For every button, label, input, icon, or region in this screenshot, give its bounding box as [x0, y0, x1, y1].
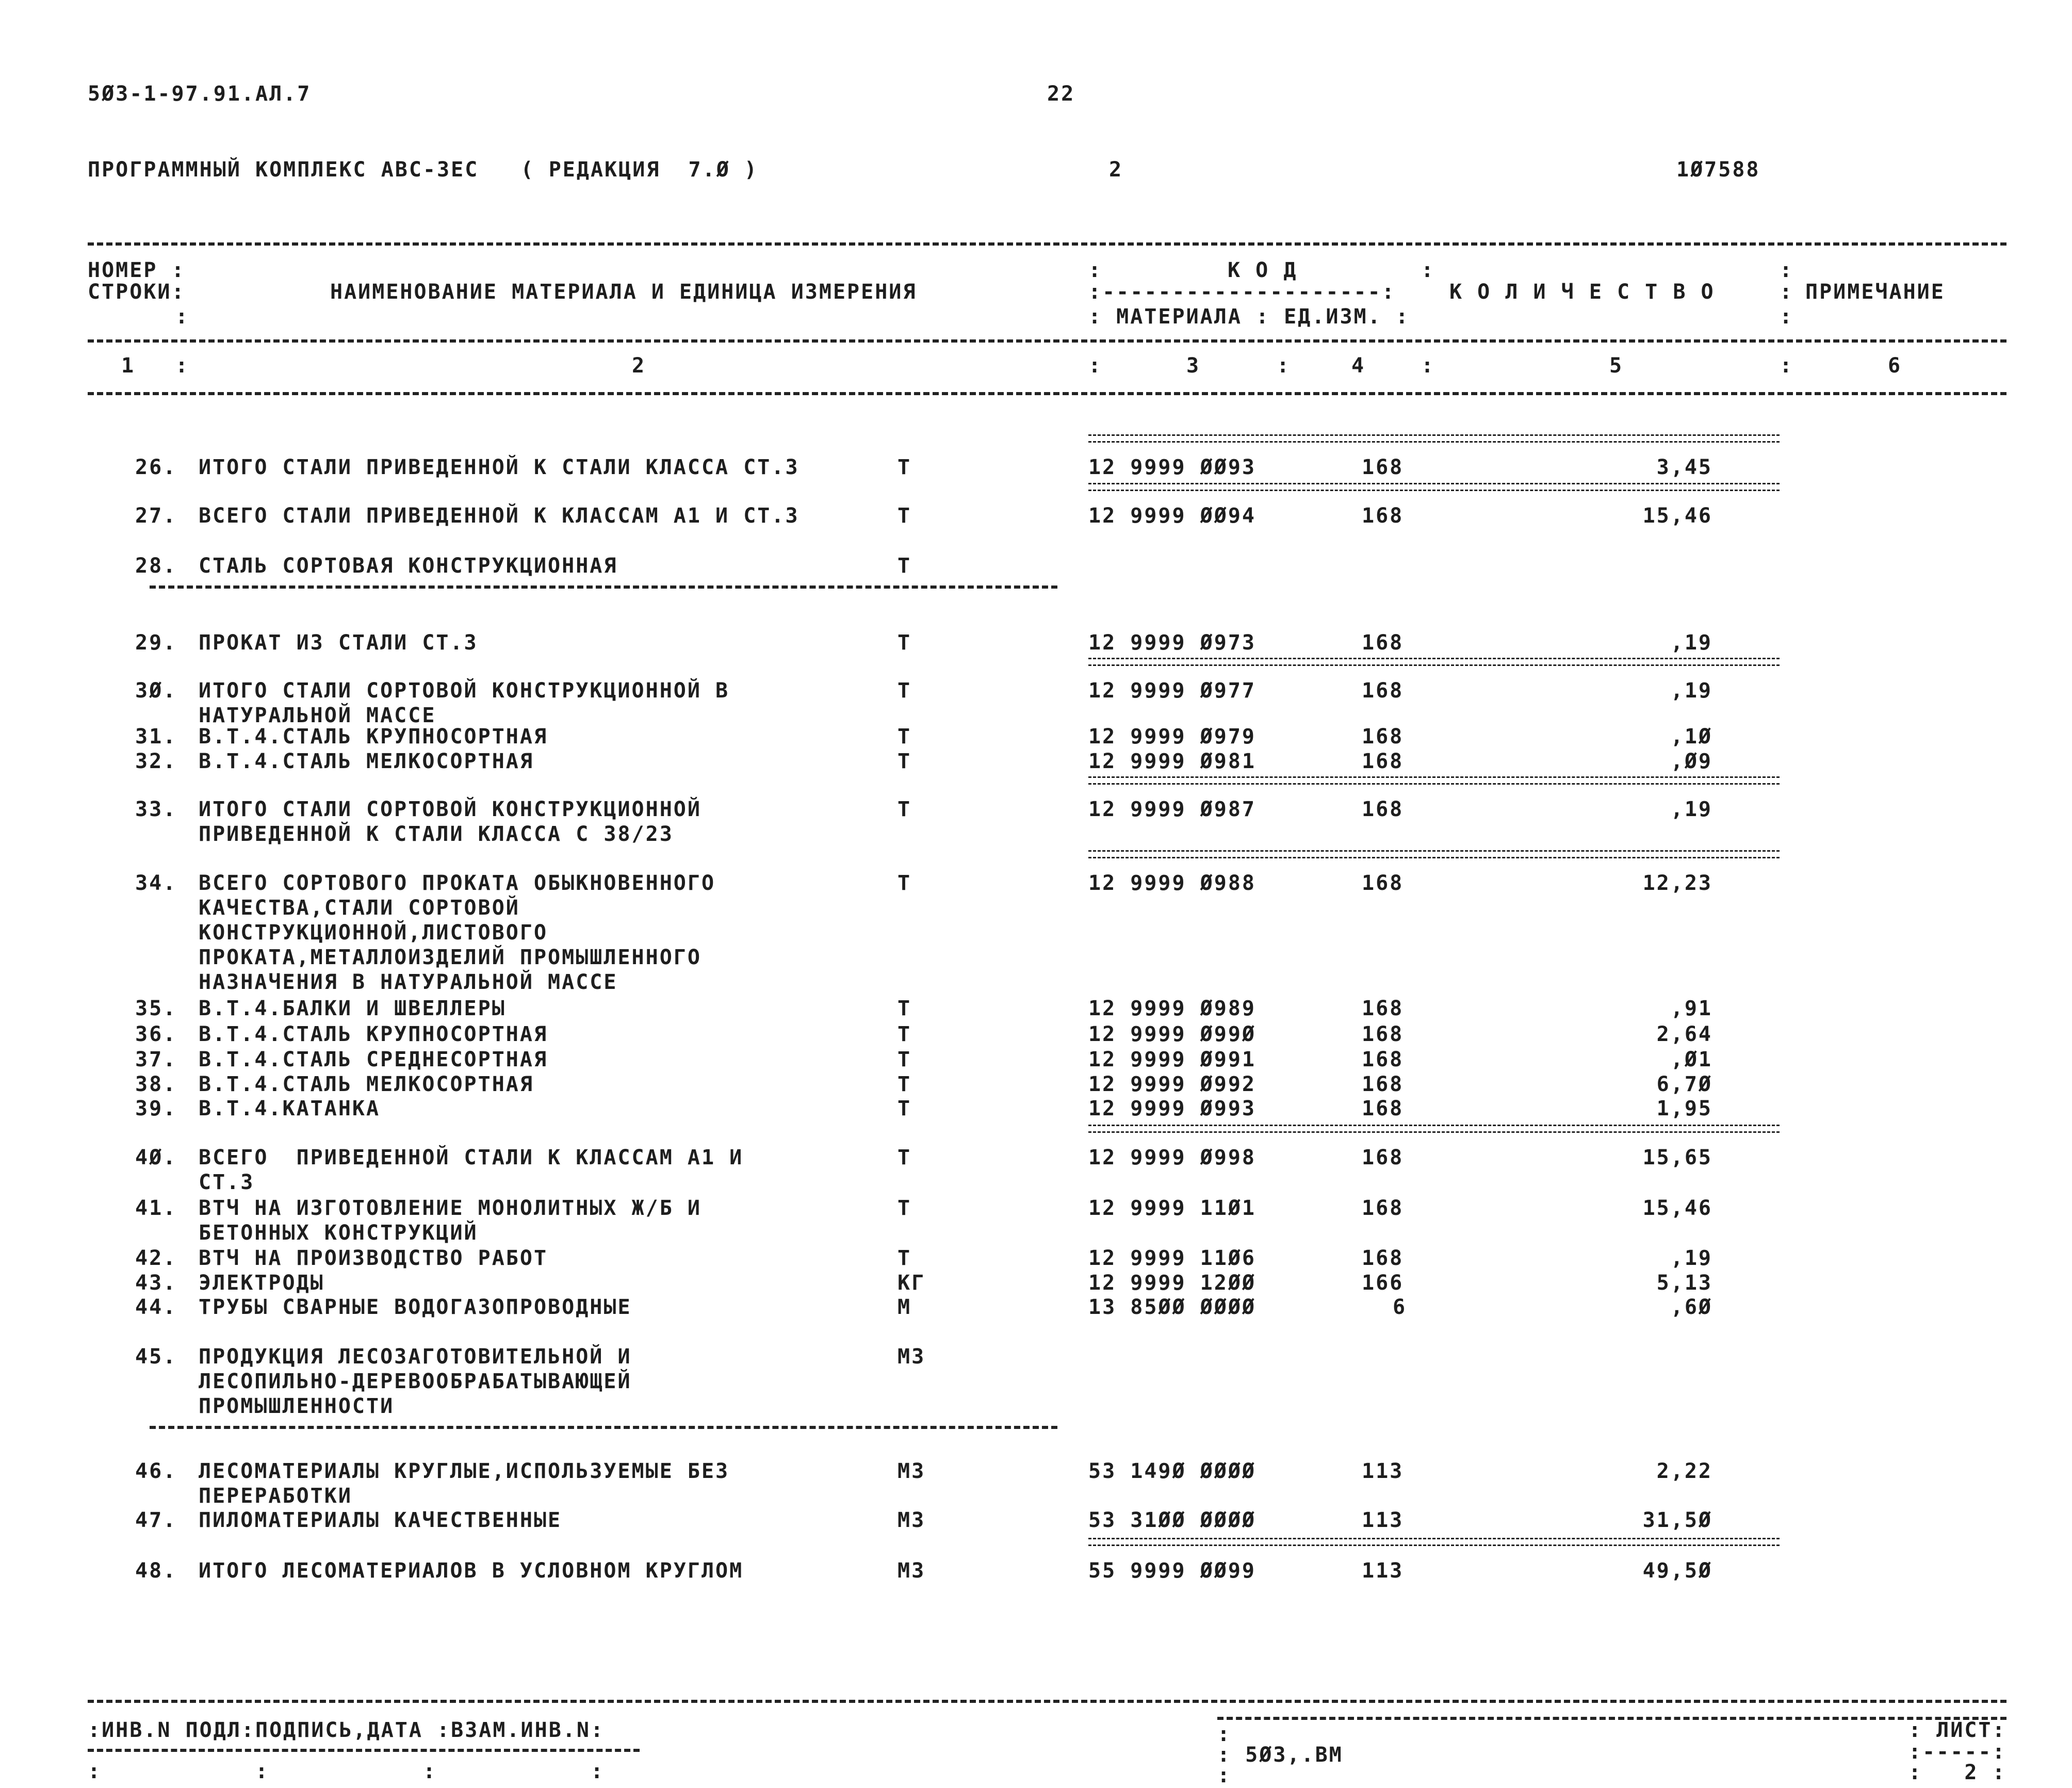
row-number: 28. — [135, 554, 177, 578]
footer-sheet-separator: :-----: — [1908, 1740, 2006, 1764]
footer-document-mark: : 5Ø3,.ВМ — [1217, 1743, 1343, 1767]
row-unit: Т — [898, 1072, 912, 1096]
section-underline — [150, 1426, 1057, 1429]
row-material-code: 12 9999 Ø979 — [1088, 725, 1256, 749]
header-top-rule — [88, 242, 2006, 246]
row-material-name: ВСЕГО ПРИВЕДЕННОЙ СТАЛИ К КЛАССАМ А1 И — [199, 1146, 744, 1169]
row-unit: М3 — [898, 1559, 926, 1583]
row-number: 35. — [135, 997, 177, 1020]
row-number: 32. — [135, 750, 177, 773]
row-material-name: КОНСТРУКЦИОННОЙ,ЛИСТОВОГО — [199, 921, 548, 945]
row-material-name: ПИЛОМАТЕРИАЛЫ КАЧЕСТВЕННЫЕ — [199, 1508, 562, 1532]
row-material-code: 12 9999 ØØ94 — [1088, 504, 1256, 528]
row-unit-code: 166 — [1362, 1271, 1404, 1295]
row-quantity: 49,5Ø — [1642, 1559, 1712, 1583]
footer-blank-cells: : : : : — [88, 1760, 605, 1783]
row-unit: Т — [898, 554, 912, 578]
document-code: 5Ø3-1-97.91.АЛ.7 — [88, 82, 312, 106]
row-unit: М3 — [898, 1508, 926, 1532]
row-unit: Т — [898, 997, 912, 1020]
row-unit-code: 113 — [1362, 1559, 1404, 1583]
row-unit-code: 168 — [1362, 1246, 1404, 1270]
total-double-rule — [1088, 1125, 1780, 1133]
row-unit: Т — [898, 1048, 912, 1071]
col-sep: : — [1277, 354, 1291, 378]
row-material-name: ИТОГО СТАЛИ ПРИВЕДЕННОЙ К СТАЛИ КЛАССА СТ.3 — [199, 456, 800, 479]
row-material-name: ЛЕСОПИЛЬНО-ДЕРЕВООБРАБАТЫВАЮЩЕЙ — [199, 1370, 632, 1393]
row-unit: Т — [898, 798, 912, 821]
row-material-name: ВСЕГО СТАЛИ ПРИВЕДЕННОЙ К КЛАССАМ А1 И СТ.3 — [199, 504, 800, 528]
row-quantity: 3,45 — [1656, 456, 1712, 479]
total-double-rule — [1088, 850, 1780, 858]
row-number: 48. — [135, 1559, 177, 1583]
row-material-name: ВСЕГО СОРТОВОГО ПРОКАТА ОБЫКНОВЕННОГО — [199, 871, 716, 895]
header-qty-colon-a: : — [1780, 258, 1794, 282]
row-quantity: ,1Ø — [1670, 725, 1712, 749]
row-material-code: 12 9999 Ø977 — [1088, 679, 1256, 703]
row-number: 3Ø. — [135, 679, 177, 703]
row-unit: М3 — [898, 1345, 926, 1369]
row-material-name: ИТОГО ЛЕСОМАТЕРИАЛОВ В УСЛОВНОМ КРУГЛОМ — [199, 1559, 744, 1583]
row-material-name: ПРОКАТА,МЕТАЛЛОИЗДЕЛИЙ ПРОМЫШЛЕННОГО — [199, 946, 701, 969]
col-sep: : — [1421, 354, 1435, 378]
row-quantity: ,Ø1 — [1670, 1048, 1712, 1071]
row-quantity: 6,7Ø — [1656, 1072, 1712, 1096]
page-number: 22 — [1047, 82, 1075, 106]
row-unit-code: 168 — [1362, 750, 1404, 773]
row-material-name: ПРИВЕДЕННОЙ К СТАЛИ КЛАССА С 38/23 — [199, 822, 674, 846]
row-unit: Т — [898, 1196, 912, 1220]
row-unit-code: 113 — [1362, 1508, 1404, 1532]
row-unit-code: 168 — [1362, 997, 1404, 1020]
header-note: ПРИМЕЧАНИЕ — [1805, 280, 1945, 304]
row-number: 43. — [135, 1271, 177, 1295]
header-name: НАИМЕНОВАНИЕ МАТЕРИАЛА И ЕДИНИЦА ИЗМЕРЕНИЯ — [330, 280, 917, 304]
footer-stamp-rule — [1217, 1717, 2006, 1720]
col-number-6: 6 — [1888, 354, 1902, 378]
row-material-name: ВТЧ НА ИЗГОТОВЛЕНИЕ МОНОЛИТНЫХ Ж/Б И — [199, 1196, 701, 1220]
header-row-no-1: НОМЕР : — [88, 258, 186, 282]
row-material-code: 13 85ØØ ØØØØ — [1088, 1295, 1256, 1319]
row-unit-code: 168 — [1362, 1048, 1404, 1071]
header-code-separator: :--------------------: — [1088, 280, 1396, 304]
header-code: К О Д — [1228, 258, 1298, 282]
row-unit-code: 168 — [1362, 1097, 1404, 1120]
row-number: 39. — [135, 1097, 177, 1120]
row-number: 29. — [135, 631, 177, 655]
row-quantity: ,19 — [1670, 631, 1712, 655]
row-material-code: 12 9999 12ØØ — [1088, 1271, 1256, 1295]
footer-stamp-end: : — [1217, 1764, 1232, 1787]
row-material-code: 12 9999 Ø989 — [1088, 997, 1256, 1020]
document-number: 1Ø7588 — [1676, 158, 1760, 182]
row-unit-code: 168 — [1362, 725, 1404, 749]
row-material-code: 53 31ØØ ØØØØ — [1088, 1508, 1256, 1532]
row-material-name: В.Т.4.СТАЛЬ КРУПНОСОРТНАЯ — [199, 1022, 548, 1046]
row-number: 42. — [135, 1246, 177, 1270]
row-number: 4Ø. — [135, 1146, 177, 1169]
row-material-code: 53 149Ø ØØØØ — [1088, 1459, 1256, 1483]
row-material-name: ИТОГО СТАЛИ СОРТОВОЙ КОНСТРУКЦИОННОЙ — [199, 798, 701, 821]
row-number: 46. — [135, 1459, 177, 1483]
row-unit-code: 168 — [1362, 504, 1404, 528]
row-quantity: 2,22 — [1656, 1459, 1712, 1483]
row-number: 31. — [135, 725, 177, 749]
col-number-3: 3 — [1186, 354, 1201, 378]
header-code-colon-a: : — [1088, 258, 1103, 282]
row-unit: Т — [898, 1022, 912, 1046]
row-number: 38. — [135, 1072, 177, 1096]
row-material-code: 12 9999 ØØ93 — [1088, 456, 1256, 479]
col-number-5: 5 — [1609, 354, 1624, 378]
footer-inventory-rule — [88, 1749, 640, 1752]
row-quantity: ,19 — [1670, 679, 1712, 703]
row-material-name: В.Т.4.СТАЛЬ МЕЛКОСОРТНАЯ — [199, 750, 534, 773]
header-qty-colon-c: : — [1780, 305, 1794, 329]
row-quantity: ,Ø9 — [1670, 750, 1712, 773]
row-material-code: 12 9999 Ø993 — [1088, 1097, 1256, 1120]
total-double-rule — [1088, 483, 1780, 491]
row-unit: Т — [898, 1097, 912, 1120]
row-quantity: 31,5Ø — [1642, 1508, 1712, 1532]
row-quantity: ,6Ø — [1670, 1295, 1712, 1319]
row-unit: Т — [898, 1146, 912, 1169]
row-material-code: 12 9999 Ø987 — [1088, 798, 1256, 821]
row-quantity: 15,65 — [1642, 1146, 1712, 1169]
row-material-name: НАЗНАЧЕНИЯ В НАТУРАЛЬНОЙ МАССЕ — [199, 970, 618, 994]
row-material-name: НАТУРАЛЬНОЙ МАССЕ — [199, 704, 436, 727]
row-material-name: ЭЛЕКТРОДЫ — [199, 1271, 324, 1295]
row-material-code: 12 9999 Ø992 — [1088, 1072, 1256, 1096]
total-double-rule — [1088, 776, 1780, 785]
header-bottom-rule — [88, 392, 2006, 395]
row-unit-code: 168 — [1362, 631, 1404, 655]
row-material-name: ПРОДУКЦИЯ ЛЕСОЗАГОТОВИТЕЛЬНОЙ И — [199, 1345, 632, 1369]
row-unit-code: 6 — [1393, 1295, 1407, 1319]
row-number: 44. — [135, 1295, 177, 1319]
row-material-code: 12 9999 Ø99Ø — [1088, 1022, 1256, 1046]
header-code-colon-b: : — [1421, 258, 1435, 282]
col-number-2: 2 — [632, 354, 646, 378]
row-unit: Т — [898, 456, 912, 479]
row-material-name: ПРОМЫШЛЕННОСТИ — [199, 1394, 395, 1418]
row-material-name: ВТЧ НА ПРОИЗВОДСТВО РАБОТ — [199, 1246, 548, 1270]
header-qty: К О Л И Ч Е С Т В О — [1449, 280, 1715, 304]
row-material-code: 12 9999 Ø991 — [1088, 1048, 1256, 1071]
row-unit: Т — [898, 504, 912, 528]
row-unit-code: 113 — [1362, 1459, 1404, 1483]
row-quantity: ,19 — [1670, 798, 1712, 821]
row-number: 27. — [135, 504, 177, 528]
row-material-code: 55 9999 ØØ99 — [1088, 1559, 1256, 1583]
row-material-name: ПЕРЕРАБОТКИ — [199, 1484, 352, 1508]
col-sep: : — [175, 354, 190, 378]
footer-stamp-colon: : — [1217, 1722, 1232, 1746]
row-material-name: БЕТОННЫХ КОНСТРУКЦИЙ — [199, 1221, 478, 1245]
row-number: 45. — [135, 1345, 177, 1369]
row-material-name: ПРОКАТ ИЗ СТАЛИ СТ.3 — [199, 631, 478, 655]
row-material-name: В.Т.4.СТАЛЬ СРЕДНЕСОРТНАЯ — [199, 1048, 548, 1071]
row-quantity: 15,46 — [1642, 504, 1712, 528]
row-material-code: 12 9999 Ø998 — [1088, 1146, 1256, 1169]
row-material-code: 12 9999 11Ø1 — [1088, 1196, 1256, 1220]
total-double-rule — [1088, 658, 1780, 666]
row-unit-code: 168 — [1362, 798, 1404, 821]
row-unit-code: 168 — [1362, 871, 1404, 895]
row-quantity: 1,95 — [1656, 1097, 1712, 1120]
row-number: 34. — [135, 871, 177, 895]
row-number: 47. — [135, 1508, 177, 1532]
row-material-name: В.Т.4.СТАЛЬ КРУПНОСОРТНАЯ — [199, 725, 548, 749]
section-underline — [150, 586, 1057, 589]
row-quantity: ,91 — [1670, 997, 1712, 1020]
row-unit-code: 168 — [1362, 1072, 1404, 1096]
row-material-code: 12 9999 Ø981 — [1088, 750, 1256, 773]
row-material-name: В.Т.4.БАЛКИ И ШВЕЛЛЕРЫ — [199, 997, 506, 1020]
total-double-rule — [1088, 1538, 1780, 1546]
row-material-name: КАЧЕСТВА,СТАЛИ СОРТОВОЙ — [199, 896, 520, 920]
row-material-name: ЛЕСОМАТЕРИАЛЫ КРУГЛЫЕ,ИСПОЛЬЗУЕМЫЕ БЕЗ — [199, 1459, 730, 1483]
row-material-name: ИТОГО СТАЛИ СОРТОВОЙ КОНСТРУКЦИОННОЙ В — [199, 679, 730, 703]
row-unit: Т — [898, 871, 912, 895]
row-unit-code: 168 — [1362, 1196, 1404, 1220]
header-qty-colon-b: : — [1780, 280, 1794, 304]
row-unit-code: 168 — [1362, 1146, 1404, 1169]
row-unit: Т — [898, 725, 912, 749]
row-material-code: 12 9999 Ø973 — [1088, 631, 1256, 655]
col-number-1: 1 — [121, 354, 136, 378]
row-number: 26. — [135, 456, 177, 479]
row-material-code: 12 9999 Ø988 — [1088, 871, 1256, 895]
row-quantity: ,19 — [1670, 1246, 1712, 1270]
row-quantity: 15,46 — [1642, 1196, 1712, 1220]
header-code-sub: : МАТЕРИАЛА : ЕД.ИЗМ. : — [1088, 305, 1410, 329]
header-row-no-3: : — [175, 305, 190, 329]
row-material-name: ТРУБЫ СВАРНЫЕ ВОДОГАЗОПРОВОДНЫЕ — [199, 1295, 632, 1319]
row-material-code: 12 9999 11Ø6 — [1088, 1246, 1256, 1270]
row-number: 36. — [135, 1022, 177, 1046]
header-mid-rule — [88, 339, 2006, 343]
col-sep: : — [1088, 354, 1103, 378]
row-material-name: В.Т.4.КАТАНКА — [199, 1097, 381, 1120]
row-unit: Т — [898, 1246, 912, 1270]
row-material-name: СТ.3 — [199, 1171, 255, 1194]
col-number-4: 4 — [1351, 354, 1366, 378]
col-sep: : — [1780, 354, 1794, 378]
row-quantity: 5,13 — [1656, 1271, 1712, 1295]
row-unit: М — [898, 1295, 912, 1319]
footer-inventory-cell: :ИНВ.N ПОДЛ:ПОДПИСЬ,ДАТА :ВЗАМ.ИНВ.N: — [88, 1718, 605, 1742]
row-material-name: В.Т.4.СТАЛЬ МЕЛКОСОРТНАЯ — [199, 1072, 534, 1096]
row-unit-code: 168 — [1362, 1022, 1404, 1046]
row-quantity: 2,64 — [1656, 1022, 1712, 1046]
footer-top-rule — [88, 1700, 2006, 1703]
row-unit: М3 — [898, 1459, 926, 1483]
total-double-rule — [1088, 434, 1780, 443]
row-number: 37. — [135, 1048, 177, 1071]
section-number: 2 — [1109, 158, 1123, 182]
footer-sheet-number: : 2 : — [1908, 1761, 2006, 1784]
row-unit: Т — [898, 750, 912, 773]
footer-sheet-label: : ЛИСТ: — [1908, 1718, 2006, 1742]
row-unit-code: 168 — [1362, 456, 1404, 479]
header-row-no-2: СТРОКИ: — [88, 280, 186, 304]
row-unit: Т — [898, 631, 912, 655]
program-title: ПРОГРАММНЫЙ КОМПЛЕКС АВС-3ЕС ( РЕДАКЦИЯ 7.Ø ) — [88, 158, 758, 182]
row-material-name: СТАЛЬ СОРТОВАЯ КОНСТРУКЦИОННАЯ — [199, 554, 618, 578]
row-number: 33. — [135, 798, 177, 821]
row-unit: Т — [898, 679, 912, 703]
row-unit: КГ — [898, 1271, 926, 1295]
row-unit-code: 168 — [1362, 679, 1404, 703]
row-quantity: 12,23 — [1642, 871, 1712, 895]
row-number: 41. — [135, 1196, 177, 1220]
